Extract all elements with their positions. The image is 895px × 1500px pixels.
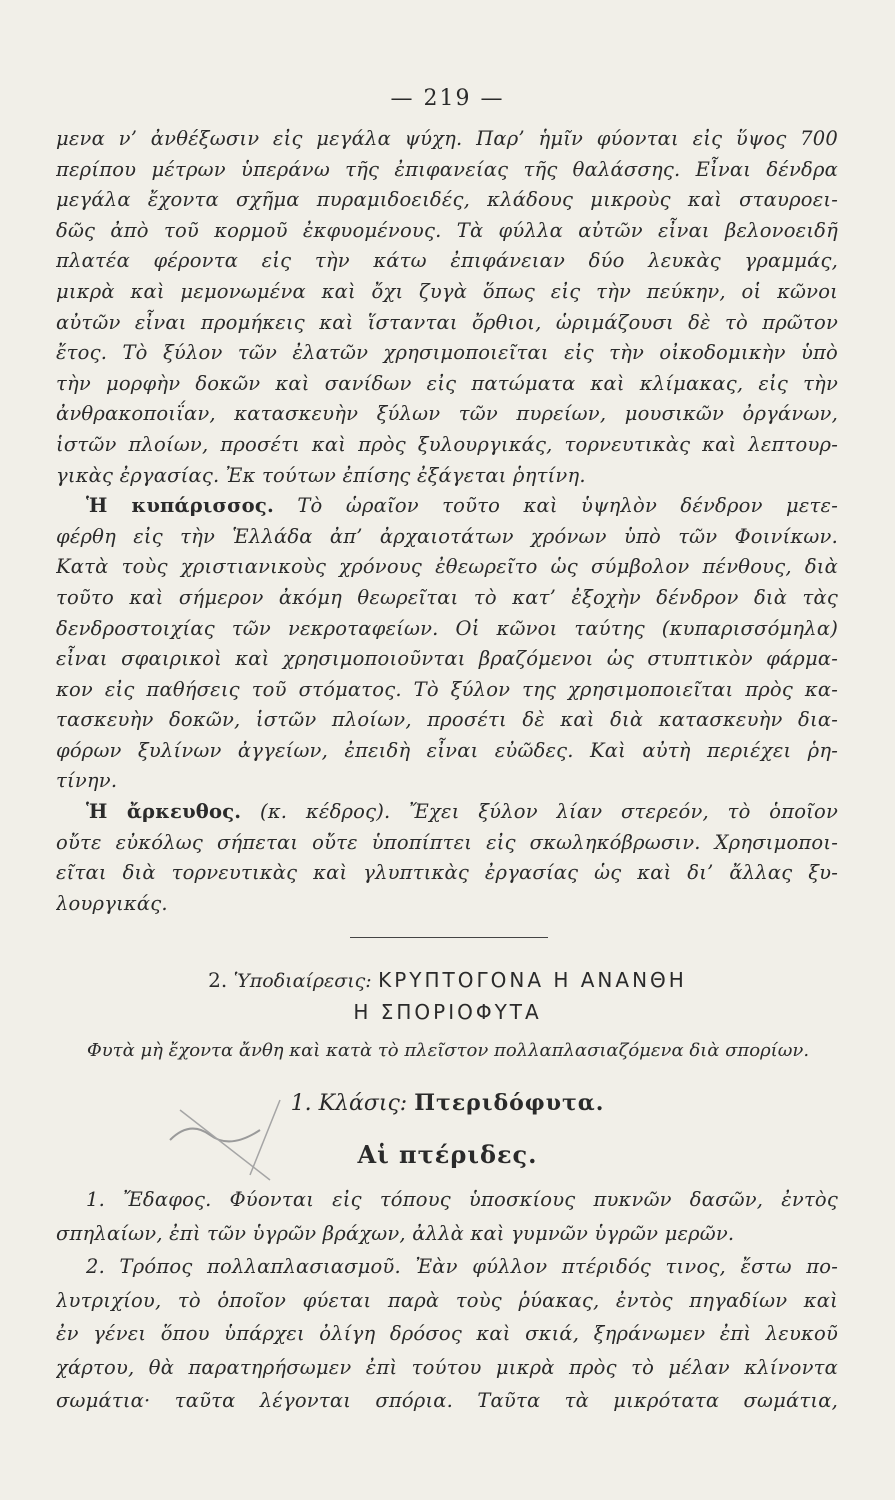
text-line: φέρθη εἰς τὴν Ἑλλάδα ἀπ’ ἀρχαιοτάτων χρόνων ὑπὸ τῶν Φοινίκων.: [56, 524, 838, 548]
section-description: Φυτὰ μὴ ἔχοντα ἄνθη καὶ κατὰ τὸ πλεῖστον πολλαπλασιαζόμενα διὰ σπορίων.: [86, 1040, 810, 1061]
item-1-lead: 1. Ἔδαφος.: [86, 1188, 212, 1211]
text-line: εἶναι σφαιρικοὶ καὶ χρησιμοποιοῦνται βραζόμενοι ὡς στυπτικὸν φάρμα-: [56, 647, 838, 671]
text-line: ἀνθρακοποιΐαν, κατασκευὴν ξύλων τῶν πυρείων, μουσικῶν ὀργάνων,: [56, 402, 838, 426]
text-line: τὴν μορφὴν δοκῶν καὶ σανίδων εἰς πατώματα καὶ κλίμακας, εἰς τὴν: [56, 371, 838, 395]
text-line: μενα ν’ ἀνθέξωσιν εἰς μεγάλα ψύχη. Παρ’ ἡμῖν φύονται εἰς ὕψος 700: [56, 127, 838, 150]
class-label: Κλάσις:: [318, 1091, 408, 1116]
text-line: περίπου μέτρων ὑπεράνω τῆς ἐπιφανείας τῆς θαλάσσης. Εἶναι δένδρα: [56, 157, 838, 181]
items-block: [56, 1183, 838, 1418]
item-2-lead: 2. Τρόπος πολλαπλασιασμοῦ.: [86, 1255, 401, 1278]
text-line: δῶς ἀπὸ τοῦ κορμοῦ ἐκφυομένους. Τὰ φύλλα αὐτῶν εἶναι βελονοειδῆ: [56, 218, 838, 242]
text-line: χάρτου, θὰ παρατηρήσωμεν ἐπὶ τούτου μικρὰ πρὸς τὸ μέλαν κλίνοντα: [56, 1355, 838, 1379]
text-line: σπηλαίων, ἐπὶ τῶν ὑγρῶν βράχων, ἀλλὰ καὶ γυμνῶν ὑγρῶν μερῶν.: [56, 1221, 735, 1245]
section-heading: [0, 968, 895, 992]
item-1-first-line: [56, 1183, 838, 1217]
text-line: φόρων ξυλίνων ἀγγείων, ἐπειδὴ εἶναι εὐῶδες. Καὶ αὐτὴ περιέχει ῥη-: [56, 738, 838, 762]
class-heading: [0, 1090, 895, 1116]
kyparissos-first-line: [56, 491, 838, 522]
section-divider: [350, 937, 548, 938]
page-number: — 219 —: [390, 86, 505, 111]
text-span: Ἐὰν φύλλον πτέριδός τινος, ἔστω πο-: [415, 1255, 838, 1278]
arkeuthos-title: Ἡ ἄρκευθος.: [86, 800, 242, 824]
text-span: Τὸ ὡραῖον τοῦτο καὶ ὑψηλὸν δένδρον μετε-: [297, 494, 838, 518]
text-line: πλατέα φέροντα εἰς τὴν κάτω ἐπιφάνειαν δύο λευκὰς γραμμάς,: [56, 249, 838, 273]
text-line: ἱστῶν πλοίων, προσέτι καὶ πρὸς ξυλουργικάς, τορνευτικὰς καὶ λεπτουρ-: [56, 432, 838, 456]
text-line: ἐν γένει ὅπου ὑπάρχει ὀλίγη δρόσος καὶ σκιά, ξηράνωμεν ἐπὶ λευκοῦ: [56, 1322, 838, 1345]
text-span: (κ. κέδρος). Ἔχει ξύλον λίαν στερεόν, τὸ ὁποῖον: [260, 800, 838, 824]
text-span: Φύονται εἰς τόπους ὑποσκίους πυκνῶν δασῶν, ἐντὸς: [229, 1188, 838, 1211]
text-line: τίνην.: [56, 769, 118, 793]
text-line: Κατὰ τοὺς χριστιανικοὺς χρόνους ἐθεωρεῖτο ὡς σύμβολον πένθους, διὰ: [56, 555, 838, 579]
text-line: οὔτε εὐκόλως σήπεται οὔτε ὑποπίπτει εἰς σκωληκόβρωσιν. Χρησιμοποι-: [56, 830, 838, 854]
item-2-first-line: [56, 1250, 838, 1284]
section-number: 2.: [208, 968, 228, 992]
text-line: λυτριχίου, τὸ ὁποῖον φύεται παρὰ τοὺς ῥύακας, ἐντὸς πηγαδίων καὶ: [56, 1288, 838, 1312]
text-line: τοῦτο καὶ σήμερον ἀκόμη θεωρεῖται τὸ κατ’ ἐξοχὴν δένδρον διὰ τὰς: [56, 585, 838, 609]
class-number: 1.: [290, 1091, 312, 1116]
kyparissos-title: Ἡ κυπάρισσος.: [86, 494, 274, 518]
text-line: αὐτῶν εἶναι προμήκεις καὶ ἵστανται ὄρθιοι, ὡριμάζουσι δὲ τὸ πρῶτον: [56, 310, 838, 334]
text-line: λουργικάς.: [56, 891, 168, 915]
text-line: δενδροστοιχίας τῶν νεκροταφείων. Οἱ κῶνοι ταύτης (κυπαρισσόμηλα): [56, 616, 838, 640]
text-line: σωμάτια· ταῦτα λέγονται σπόρια. Ταῦτα τὰ μικρότατα σωμάτια,: [56, 1389, 838, 1412]
pterides-heading: Αἱ πτέριδες.: [357, 1140, 538, 1169]
text-line: εῖται διὰ τορνευτικὰς καὶ γλυπτικὰς ἐργασίας ὡς καὶ δι’ ἄλλας ξυ-: [56, 861, 838, 885]
class-name: Πτεριδόφυτα.: [414, 1090, 605, 1116]
text-line: τασκευὴν δοκῶν, ἱστῶν πλοίων, προσέτι δὲ καὶ διὰ κατασκευὴν δια-: [56, 708, 838, 732]
text-line: κον εἰς παθήσεις τοῦ στόματος. Τὸ ξύλον της χρησιμοποιεῖται πρὸς κα-: [56, 677, 838, 701]
text-line: μικρὰ καὶ μεμονωμένα καὶ ὄχι ζυγὰ ὅπως εἰς τὴν πεύκην, οἱ κῶνοι: [56, 279, 838, 303]
section-title-line1: ΚΡΥΠΤΟΓΟΝΑ Η ΑΝΑΝΘΗ: [378, 968, 687, 992]
text-line: ἔτος. Τὸ ξύλον τῶν ἐλατῶν χρησιμοποιεῖται εἰς τὴν οἰκοδομικὴν ὑπὸ: [56, 341, 838, 365]
section-title-line2: Η ΣΠΟΡΙΟΦΥΤΑ: [353, 1000, 542, 1024]
text-line: μεγάλα ἔχοντα σχῆμα πυραμιδοειδές, κλάδους μικροὺς καὶ σταυροει-: [56, 188, 838, 212]
arkeuthos-first-line: [56, 797, 838, 828]
section-label: Ὑποδιαίρεσις:: [233, 970, 372, 992]
text-line: γικὰς ἐργασίας. Ἐκ τούτων ἐπίσης ἐξάγεται ῥητίνη.: [56, 463, 586, 487]
main-text-block: [56, 124, 838, 919]
